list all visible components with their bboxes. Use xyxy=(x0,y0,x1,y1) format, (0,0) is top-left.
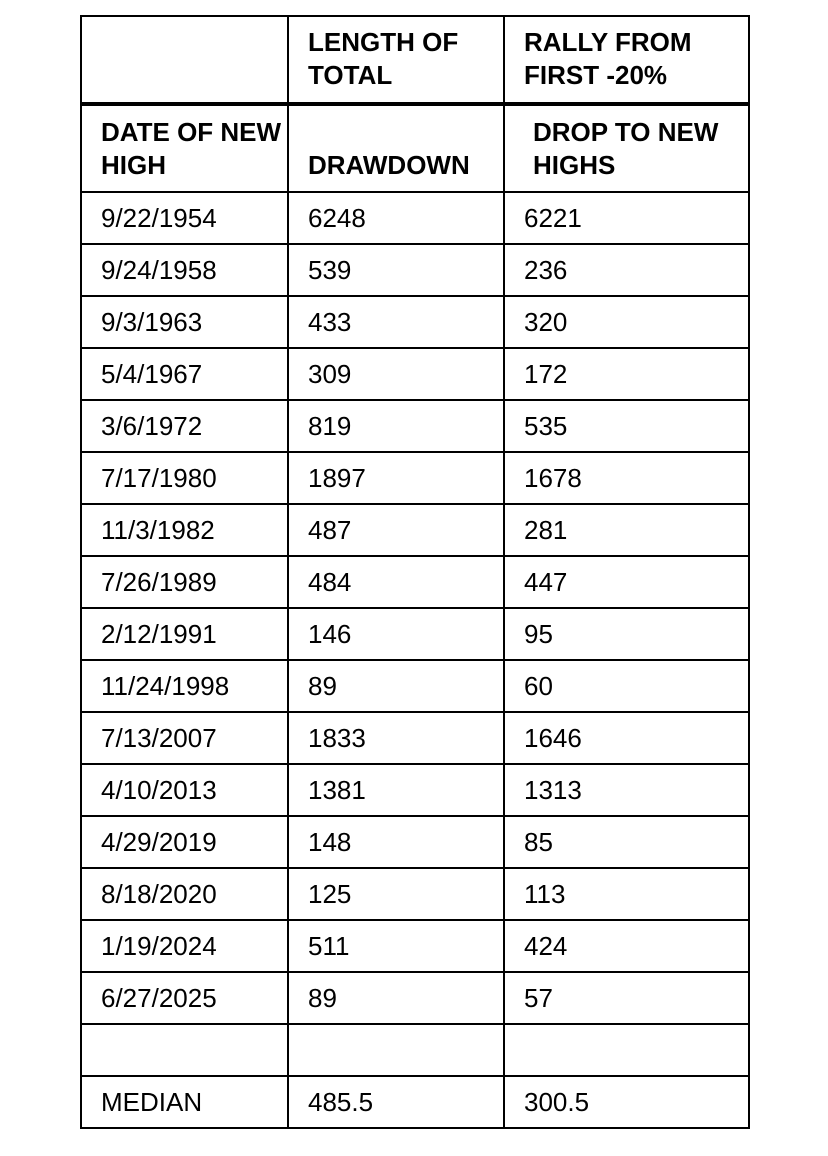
rally-cell: 1313 xyxy=(504,764,749,816)
table-row xyxy=(81,816,749,868)
blank-row xyxy=(81,1024,749,1076)
header-date-of-new-high: DATE OF NEW HIGH xyxy=(81,104,288,192)
date-cell: 9/24/1958 xyxy=(81,244,288,296)
drawdown-cell: 89 xyxy=(288,660,504,712)
table-row xyxy=(81,764,749,816)
table-row xyxy=(81,608,749,660)
date-cell: 6/27/2025 xyxy=(81,972,288,1024)
drawdown-cell: 484 xyxy=(288,556,504,608)
date-cell: 9/3/1963 xyxy=(81,296,288,348)
drawdown-cell: 511 xyxy=(288,920,504,972)
header-row-2 xyxy=(81,104,749,192)
table-row xyxy=(81,192,749,244)
rally-cell: 300.5 xyxy=(504,1076,749,1128)
drawdown-cell: 487 xyxy=(288,504,504,556)
date-cell: 8/18/2020 xyxy=(81,868,288,920)
rally-cell: 113 xyxy=(504,868,749,920)
drawdown-cell: 819 xyxy=(288,400,504,452)
drawdown-cell: 6248 xyxy=(288,192,504,244)
table-row xyxy=(81,400,749,452)
table-row xyxy=(81,712,749,764)
drawdown-cell xyxy=(288,1024,504,1076)
table-row xyxy=(81,556,749,608)
table-row xyxy=(81,920,749,972)
header-drawdown: DRAWDOWN xyxy=(288,104,504,192)
rally-cell: 95 xyxy=(504,608,749,660)
table-row xyxy=(81,972,749,1024)
rally-cell: 281 xyxy=(504,504,749,556)
rally-cell xyxy=(504,1024,749,1076)
date-cell: 4/29/2019 xyxy=(81,816,288,868)
header-row-1 xyxy=(81,16,749,104)
rally-cell: 60 xyxy=(504,660,749,712)
rally-cell: 447 xyxy=(504,556,749,608)
date-cell: 4/10/2013 xyxy=(81,764,288,816)
drawdown-cell: 539 xyxy=(288,244,504,296)
date-cell: MEDIAN xyxy=(81,1076,288,1128)
header-cell-empty xyxy=(81,16,288,104)
rally-cell: 535 xyxy=(504,400,749,452)
rally-cell: 424 xyxy=(504,920,749,972)
date-cell: 1/19/2024 xyxy=(81,920,288,972)
date-cell: 9/22/1954 xyxy=(81,192,288,244)
table-row xyxy=(81,660,749,712)
rally-cell: 236 xyxy=(504,244,749,296)
date-cell xyxy=(81,1024,288,1076)
table-row xyxy=(81,452,749,504)
drawdown-cell: 125 xyxy=(288,868,504,920)
date-cell: 2/12/1991 xyxy=(81,608,288,660)
drawdown-cell: 1381 xyxy=(288,764,504,816)
rally-cell: 320 xyxy=(504,296,749,348)
drawdown-cell: 485.5 xyxy=(288,1076,504,1128)
date-cell: 3/6/1972 xyxy=(81,400,288,452)
table-row xyxy=(81,504,749,556)
drawdown-cell: 146 xyxy=(288,608,504,660)
drawdown-cell: 1833 xyxy=(288,712,504,764)
date-cell: 11/3/1982 xyxy=(81,504,288,556)
date-cell: 7/13/2007 xyxy=(81,712,288,764)
drawdown-cell: 89 xyxy=(288,972,504,1024)
drawdown-cell: 148 xyxy=(288,816,504,868)
rally-cell: 57 xyxy=(504,972,749,1024)
header-length-of-total: LENGTH OF TOTAL xyxy=(288,16,504,104)
drawdown-table xyxy=(80,15,750,1129)
header-drop-to-new-highs: DROP TO NEW HIGHS xyxy=(504,104,749,192)
table-row xyxy=(81,296,749,348)
rally-cell: 172 xyxy=(504,348,749,400)
date-cell: 7/26/1989 xyxy=(81,556,288,608)
table-row xyxy=(81,244,749,296)
rally-cell: 1678 xyxy=(504,452,749,504)
rally-cell: 85 xyxy=(504,816,749,868)
date-cell: 11/24/1998 xyxy=(81,660,288,712)
drawdown-cell: 433 xyxy=(288,296,504,348)
date-cell: 5/4/1967 xyxy=(81,348,288,400)
median-row xyxy=(81,1076,749,1128)
rally-cell: 1646 xyxy=(504,712,749,764)
table-row xyxy=(81,348,749,400)
rally-cell: 6221 xyxy=(504,192,749,244)
drawdown-cell: 1897 xyxy=(288,452,504,504)
table-row xyxy=(81,868,749,920)
drawdown-cell: 309 xyxy=(288,348,504,400)
date-cell: 7/17/1980 xyxy=(81,452,288,504)
header-rally-from-first: RALLY FROM FIRST -20% xyxy=(504,16,749,104)
